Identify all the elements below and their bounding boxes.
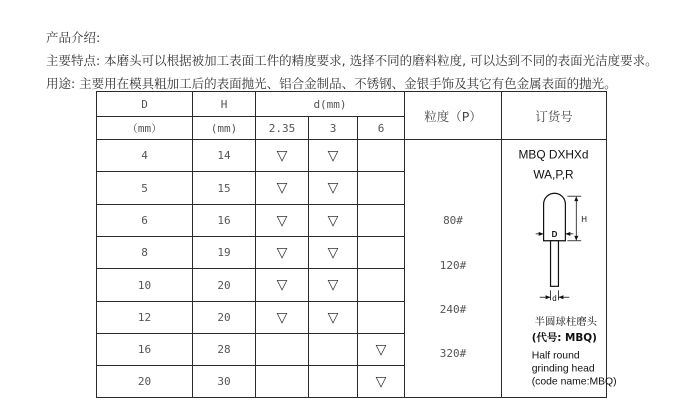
dim-h-label: H — [581, 214, 587, 224]
cell-shank-3: ▽ — [309, 140, 358, 172]
cell-shank-235: ▽ — [256, 302, 309, 334]
grinding-head-diagram — [502, 140, 617, 397]
grit-cell — [405, 140, 502, 398]
cell-shank-6: ▽ — [358, 334, 405, 366]
head-name-en-2: grinding head — [531, 363, 595, 375]
cell-d: 16 — [97, 334, 193, 366]
order-code-line2: WA,P,R — [533, 167, 574, 182]
shank-arrow-left — [546, 295, 551, 299]
cell-d: 10 — [97, 269, 193, 302]
cell-shank-235: ▽ — [256, 205, 309, 237]
order-cell — [502, 140, 617, 398]
cell-d: 6 — [97, 205, 193, 237]
header-d: D — [97, 92, 193, 117]
header-h-unit: (mm) — [193, 117, 256, 140]
cell-d: 4 — [97, 140, 193, 172]
cell-shank-3 — [309, 366, 358, 398]
head-name-cn: 半圆球柱磨头 — [534, 315, 598, 328]
grit-value: 320# — [439, 347, 467, 360]
cell-shank-6 — [358, 269, 405, 302]
cell-shank-6: ▽ — [358, 366, 405, 398]
cell-shank-3: ▽ — [309, 302, 358, 334]
head-name-en-3: (code name:MBQ) — [531, 376, 617, 388]
cell-shank-235 — [256, 366, 309, 398]
cell-h: 15 — [193, 172, 256, 205]
h-arrow-bottom — [574, 236, 578, 241]
dim-small-d-label: d — [552, 294, 557, 304]
cell-h: 16 — [193, 205, 256, 237]
shank-arrow-right — [558, 295, 563, 299]
cell-d: 20 — [97, 366, 193, 398]
header-shank-3: 3 — [309, 117, 358, 140]
spec-table — [96, 91, 617, 398]
intro-heading: 产品介绍: — [46, 30, 101, 45]
header-shank-235: 2.35 — [256, 117, 309, 140]
head-code-cn: (代号: MBQ) — [531, 331, 597, 344]
cell-h: 19 — [193, 237, 256, 269]
cell-h: 30 — [193, 366, 256, 398]
header-shank: d(mm) — [256, 92, 405, 117]
cell-shank-6 — [358, 140, 405, 172]
dim-big-d-label: D — [551, 229, 558, 239]
header-d-unit: （mm） — [97, 117, 193, 140]
cell-shank-6 — [358, 237, 405, 269]
header-h: H — [193, 92, 256, 117]
order-code-line1: MBQ DXHXd — [518, 147, 589, 162]
cell-h: 20 — [193, 302, 256, 334]
grit-value: 240# — [439, 303, 467, 316]
cell-h: 14 — [193, 140, 256, 172]
intro-usage: 用途: 主要用在模具粗加工后的表面抛光、铝合金制品、不锈钢、金银手饰及其它有色金属表面的抛光。 — [46, 76, 617, 91]
cell-h: 20 — [193, 269, 256, 302]
cell-shank-235 — [256, 334, 309, 366]
cell-shank-235: ▽ — [256, 237, 309, 269]
grit-value: 120# — [439, 259, 467, 272]
h-arrow-top — [574, 196, 578, 201]
d-arrow-right — [565, 232, 570, 236]
header-grit: 粒度（P） — [405, 92, 502, 140]
cell-shank-6 — [358, 302, 405, 334]
cell-shank-235: ▽ — [256, 172, 309, 205]
cell-d: 5 — [97, 172, 193, 205]
cell-shank-3: ▽ — [309, 237, 358, 269]
cell-shank-3: ▽ — [309, 269, 358, 302]
cell-d: 12 — [97, 302, 193, 334]
header-shank-6: 6 — [358, 117, 405, 140]
cell-shank-3 — [309, 334, 358, 366]
cell-shank-6 — [358, 205, 405, 237]
table-row — [97, 140, 607, 172]
cell-shank-6 — [358, 172, 405, 205]
product-intro — [46, 26, 658, 95]
cell-h: 28 — [193, 334, 256, 366]
cell-shank-3: ▽ — [309, 172, 358, 205]
header-order: 订货号 — [502, 92, 607, 140]
grit-value: 80# — [443, 214, 463, 227]
d-arrow-left — [539, 232, 544, 236]
cell-shank-235: ▽ — [256, 140, 309, 172]
head-name-en-1: Half round — [531, 350, 580, 362]
shank-outline — [551, 241, 559, 287]
cell-shank-235: ▽ — [256, 269, 309, 302]
intro-features: 主要特点: 本磨头可以根据被加工表面工件的精度要求, 选择不同的磨料粒度, 可以达到不同的表面光洁度要求。 — [46, 53, 658, 68]
cell-d: 8 — [97, 237, 193, 269]
cell-shank-3: ▽ — [309, 205, 358, 237]
